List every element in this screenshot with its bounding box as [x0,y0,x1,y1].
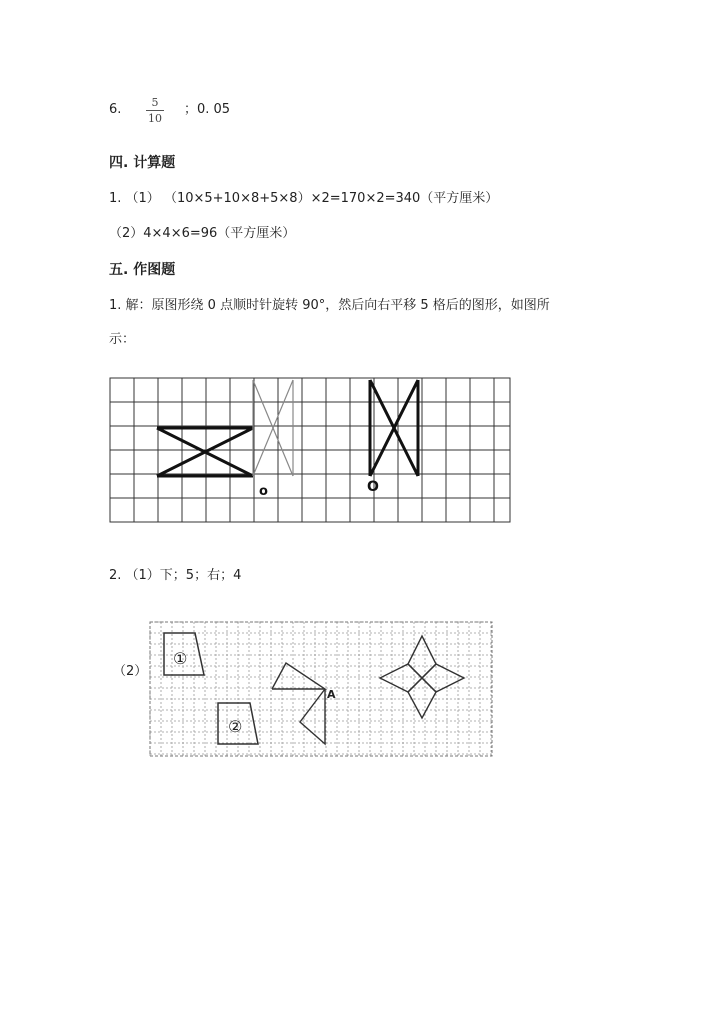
quad-2-label: ② [228,717,243,736]
original-shape [157,428,253,476]
fraction-denominator: 10 [148,112,162,125]
section-4-q1b: （2）4×4×6=96（平方厘米） [109,226,296,241]
quad-1-label: ① [173,649,188,668]
fraction-bar [146,110,164,111]
answer-6-number: 6. [109,102,122,117]
translated-shape [370,380,418,476]
point-a-label: A [327,688,336,701]
answer-6-fraction [146,96,164,125]
section-5-q1-line2: 示： [109,332,136,347]
answer-6-rest: ；0. 05 [184,102,231,117]
rotated-shape [253,380,293,476]
rotation-grid-figure [105,375,515,527]
section-4-heading: 四. 计算题 [109,155,176,171]
point-o-label-1: o [259,484,268,499]
dotted-grid-figure [146,618,496,762]
section-5-q2-line: 2. （1）下；5；右；4 [109,568,242,583]
section-5-q1-line1: 1. 解：原图形绕 0 点顺时针旋转 90°，然后向右平移 5 格后的图形，如图所 [109,298,550,313]
point-o-label-2: O [367,479,379,495]
section-5-q2-part2-label: （2） [113,664,148,679]
fraction-numerator: 5 [151,96,159,109]
section-5-heading: 五. 作图题 [109,262,176,278]
section-4-q1: 1. （1） （10×5+10×8+5×8）×2=170×2=340（平方厘米） [109,191,499,206]
